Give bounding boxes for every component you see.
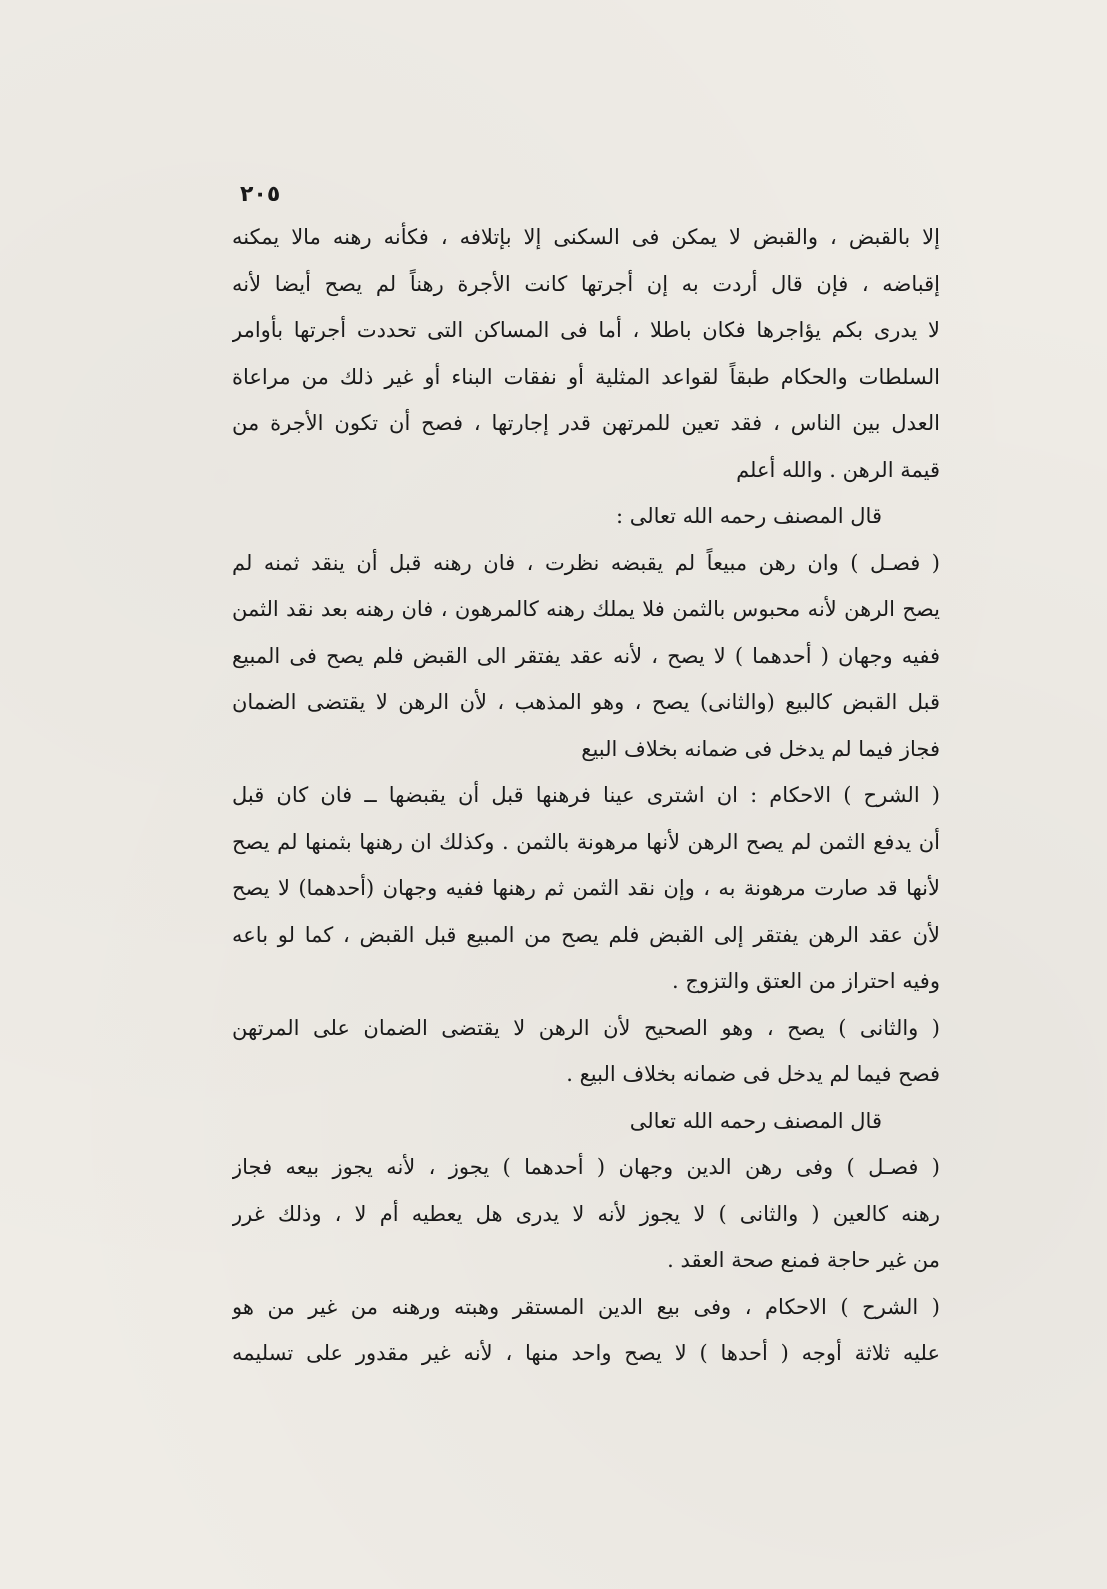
text-line: ففيه وجهان ( أحدهما ) لا يصح ، لأنه عقد يفتقر الى القبض فلم يصح فى المبيع [232,643,940,668]
text-line: قبل القبض كالبيع (والثانى) يصح ، وهو المذهب ، لأن الرهن لا يقتضى الضمان [232,690,940,714]
text-line: أن يدفع الثمن لم يصح الرهن لأنها مرهونة بالثمن . وكذلك ان رهنها بثمنها لم يصح [232,829,940,854]
text-line: رهنه كالعين ( والثانى ) لا يجوز لأنه لا يدرى هل يعطيه أم لا ، وذلك غرر [232,1201,940,1226]
text-line: ( فصـل ) وفى رهن الدين وجهان ( أحدهما ) يجوز ، لأنه يجوز بيعه فجاز [232,1155,940,1179]
text-line: فجاز فيما لم يدخل فى ضمانه بخلاف البيع [581,736,940,761]
text-line: إقباضه ، فإن قال أردت به إن أجرتها كانت الأجرة رهناً لم يصح أيضا لأنه [232,271,940,296]
text-line: قيمة الرهن . والله أعلم [736,457,940,482]
text-line: فصح فيما لم يدخل فى ضمانه بخلاف البيع . [566,1062,940,1086]
text-line: ( الشرح ) الاحكام ، وفى بيع الدين المستقر وهبته ورهنه من غير من هو [232,1294,940,1319]
text-line: لا يدرى بكم يؤاجرها فكان باطلا ، أما فى المساكن التى تحددت أجرتها بأوامر [232,318,940,342]
text-line: ( الشرح ) الاحكام : ان اشترى عينا فرهنها قبل أن يقبضها ــ فان كان قبل [232,783,940,807]
text-line: ( فصـل ) وان رهن مبيعاً لم يقبضه نظرت ، فان رهنه قبل أن ينقد ثمنه لم [232,550,940,575]
text-line: لأن عقد الرهن يفتقر إلى القبض فلم يصح من المبيع قبل القبض ، كما لو باعه [232,922,940,947]
text-line: ( والثانى ) يصح ، وهو الصحيح لأن الرهن لا يقتضى الضمان على المرتهن [232,1015,940,1040]
text-line: السلطات والحكام طبقاً لقواعد المثلية أو نفقات البناء أو غير ذلك من مراعاة [232,364,940,389]
text-line: العدل بين الناس ، فقد تعين للمرتهن قدر إجارتها ، فصح أن تكون الأجرة من [232,411,940,435]
text-line: عليه ثلاثة أوجه ( أحدها ) لا يصح واحد منها ، لأنه غير مقدور على تسليمه [232,1341,940,1365]
body-text [232,214,940,1377]
page-number: ٢٠٥ [240,182,281,207]
text-line: يصح الرهن لأنه محبوس بالثمن فلا يملك رهنه كالمرهون ، فان رهنه بعد نقد الثمن [232,597,940,621]
text-line: إلا بالقبض ، والقبض لا يمكن فى السكنى إلا بإتلافه ، فكأنه رهنه مالا يمكنه [232,225,940,249]
text-line: لأنها قد صارت مرهونة به ، وإن نقد الثمن ثم رهنها ففيه وجهان (أحدهما) لا يصح [232,876,940,900]
section-heading-line: قال المصنف رحمه الله تعالى [629,1108,882,1133]
text-line: وفيه احتراز من العتق والتزوج . [672,969,940,993]
text-line: من غير حاجة فمنع صحة العقد . [667,1248,940,1272]
section-heading-line: قال المصنف رحمه الله تعالى : [615,504,882,528]
